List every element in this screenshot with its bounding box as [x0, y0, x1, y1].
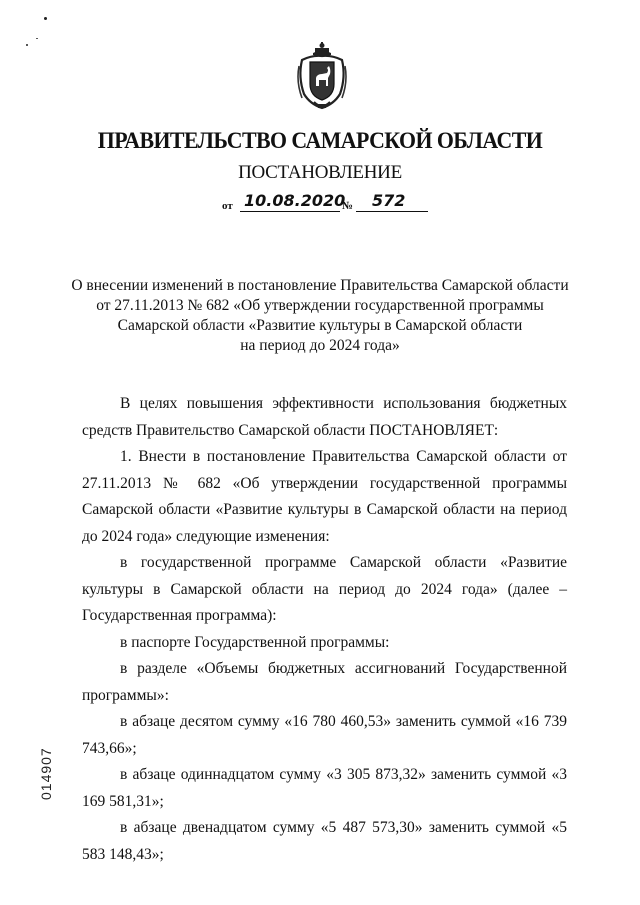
body-paragraph: в абзаце двенадцатом сумму «5 487 573,30» заменить суммой «5 583 148,43»;: [82, 819, 567, 863]
date-number-line: [222, 191, 432, 217]
document-body: [82, 391, 567, 868]
number-label: №: [342, 200, 354, 212]
number-value: 572: [372, 191, 406, 210]
number-underline: [356, 211, 428, 212]
body-paragraph: В целях повышения эффективности использования бюджетных средств Правительство Самарской области ПОСТАНОВЛЯЕТ:: [82, 395, 567, 439]
scan-speck: [26, 44, 28, 46]
document-type: ПОСТАНОВЛЕНИЕ: [238, 162, 402, 183]
serial-number: 014907: [38, 747, 54, 800]
document-subject: [60, 276, 580, 356]
body-paragraph: в абзаце одиннадцатом сумму «3 305 873,32» заменить суммой «3 169 581,31»;: [82, 766, 567, 810]
date-underline: [240, 211, 340, 212]
body-paragraph: в паспорте Государственной программы:: [120, 633, 390, 651]
scan-speck: [44, 17, 47, 20]
subject-line: Самарской области «Развитие культуры в Самарской области: [117, 317, 523, 334]
body-paragraph: в государственной программе Самарской области «Развитие культуры в Самарской области на период до 2024 года» (далее – Государственная программа):: [82, 554, 567, 624]
subject-line: О внесении изменений в постановление Правительства Самарской области: [71, 277, 569, 294]
scan-speck: [36, 38, 38, 39]
government-title: ПРАВИТЕЛЬСТВО САМАРСКОЙ ОБЛАСТИ: [97, 128, 543, 154]
date-value: 10.08.2020: [244, 191, 346, 210]
subject-line: от 27.11.2013 № 682 «Об утверждении государственной программы: [96, 297, 544, 314]
date-label: от: [222, 200, 233, 212]
body-paragraph: в разделе «Объемы бюджетных ассигнований Государственной программы»:: [82, 660, 567, 704]
samara-coat-of-arms-icon: [296, 42, 348, 112]
body-paragraph: в абзаце десятом сумму «16 780 460,53» заменить суммой «16 739 743,66»;: [82, 713, 567, 757]
body-paragraph: 1. Внести в постановление Правительства Самарской области от 27.11.2013 № 682 «Об утверждении государственной программы Самарской области «Развитие культуры в Самарской области на период до 2024 года» следующие изменения:: [82, 448, 567, 545]
subject-line: на период до 2024 года»: [240, 337, 400, 354]
